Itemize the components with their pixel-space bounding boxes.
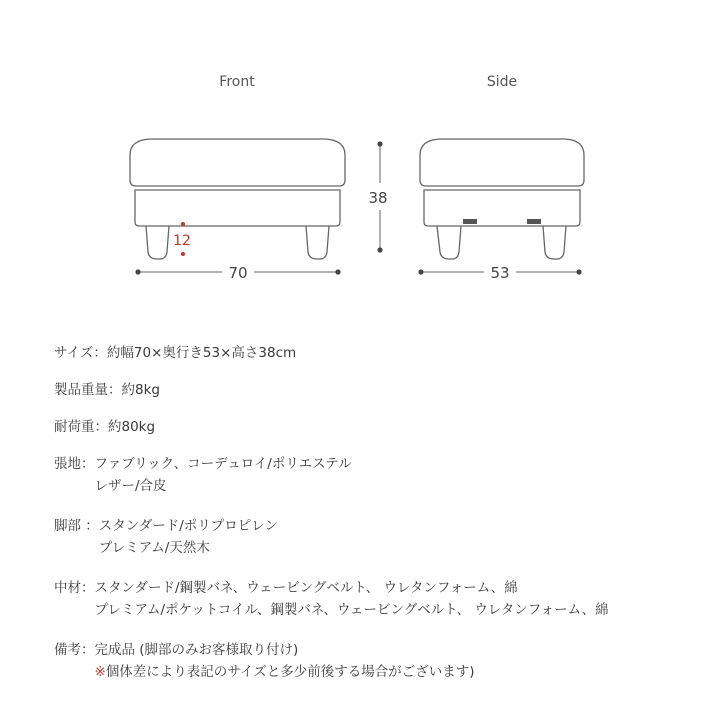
front-width-dimension: [135, 264, 340, 282]
spec-notes-line-2: [95, 661, 475, 686]
height-value: 38: [368, 189, 388, 207]
spec-notes-line-1: 完成品 (脚部のみお客様取り付け): [94, 642, 299, 658]
side-view-label: Side: [486, 74, 518, 90]
front-width-value: 70: [228, 264, 248, 282]
dimension-diagram: [0, 0, 720, 300]
spec-size: [54, 342, 714, 364]
spec-upholstery-line-1: ファブリック、コーデュロイ/ポリエステル: [94, 456, 352, 472]
spec-load-label: 耐荷重：: [54, 419, 108, 435]
spec-load: [54, 416, 714, 438]
spec-notes: [54, 639, 714, 686]
spec-list: [54, 342, 714, 701]
spec-upholstery-label: 張地：: [54, 456, 95, 472]
spec-load-value: 約80kg: [108, 419, 156, 435]
side-leg-plate-right: [527, 219, 541, 224]
spec-weight-label: 製品重量：: [54, 382, 122, 398]
spec-weight-value: 約8kg: [121, 382, 160, 398]
spec-size-value: 約幅70×奥行き53×高さ38cm: [106, 345, 297, 361]
side-view-ottoman: [420, 139, 584, 259]
notes-asterisk: ※: [94, 664, 106, 680]
leg-height-value: 12: [173, 233, 191, 249]
spec-legs: [54, 515, 714, 562]
spec-filling-label: 中材：: [54, 580, 95, 596]
spec-legs-line-2: プレミアム/天然木: [98, 540, 210, 556]
front-view-ottoman: [130, 139, 345, 259]
spec-legs-line-1: スタンダード/ポリプロピレン: [98, 518, 278, 534]
side-width-value: 53: [490, 264, 510, 282]
spec-filling-line-1: スタンダード/鋼製バネ、ウェービングベルト、 ウレタンフォーム、綿: [94, 580, 518, 596]
front-view-label: Front: [219, 74, 255, 90]
height-dimension: [368, 141, 387, 252]
spec-weight: [54, 379, 714, 401]
spec-legs-label: 脚部 ：: [54, 518, 99, 534]
spec-filling: [54, 577, 714, 624]
spec-upholstery-line-2: レザー/合皮: [94, 478, 167, 494]
leg-height-marker: [173, 222, 191, 256]
spec-filling-line-2: プレミアム/ポケットコイル、鋼製バネ、ウェービングベルト、 ウレタンフォーム、綿: [94, 602, 609, 618]
spec-upholstery: [54, 453, 714, 500]
side-leg-plate-left: [463, 219, 477, 224]
side-width-dimension: [418, 264, 581, 282]
notes-disclaimer: 個体差により表記のサイズと多少前後する場合がございます): [105, 664, 475, 680]
spec-size-label: サイズ：: [54, 345, 107, 361]
spec-notes-label: 備考：: [54, 642, 95, 658]
